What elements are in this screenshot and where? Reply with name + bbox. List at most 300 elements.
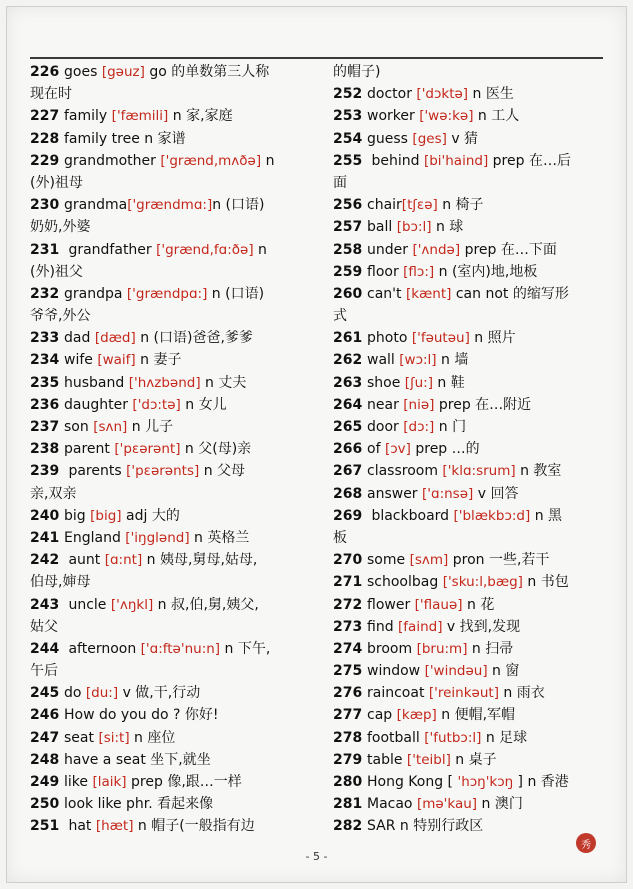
entry-word: shoe	[367, 374, 405, 391]
page-number: - 5 -	[305, 850, 328, 863]
entry-definition: n 儿子	[127, 419, 174, 435]
vocab-line	[30, 616, 316, 638]
vocab-line	[333, 638, 619, 660]
vocab-line	[30, 704, 316, 726]
vocab-line	[333, 194, 619, 216]
entry-word: near	[367, 396, 404, 413]
vocab-line	[333, 349, 619, 371]
top-rule	[30, 57, 603, 59]
vocab-line	[30, 460, 316, 482]
entry-definition: n 雨衣	[498, 685, 545, 702]
entry-phonetic: ['teibl]	[406, 751, 451, 768]
entry-phonetic: [gəuz]	[101, 64, 145, 80]
entry-phonetic: [mə'kau]	[416, 796, 478, 813]
vocab-line	[30, 594, 316, 616]
entry-definition: v 回答	[473, 485, 519, 502]
entry-phonetic: ['grænd,fɑ:ðə]	[156, 241, 254, 258]
entry-definition: 的帽子)	[333, 64, 381, 80]
entry-number: 246	[30, 707, 60, 724]
entry-definition: n 桌子	[450, 751, 497, 768]
entry-phonetic: ['ɑ:nsə]	[422, 485, 474, 502]
entry-number: 234	[30, 352, 60, 369]
entry-definition: n 父母	[199, 463, 246, 480]
entry-number: 235	[30, 374, 60, 391]
entry-phonetic: ['ʌndə]	[412, 241, 461, 258]
right-column	[333, 61, 619, 838]
entry-number: 273	[333, 618, 363, 635]
entry-word: grandma	[64, 197, 128, 214]
entry-phonetic: ['futbɔ:l]	[424, 729, 482, 746]
vocab-line	[333, 305, 619, 327]
entry-number: 257	[333, 219, 363, 236]
vocab-line	[30, 105, 316, 127]
entry-phonetic: [ɑ:nt]	[104, 552, 143, 569]
entry-definition: n	[261, 152, 275, 169]
entry-definition: n 家,家庭	[168, 108, 233, 125]
entry-phonetic: ['dɔktə]	[416, 86, 469, 103]
entry-definition: n	[253, 241, 267, 258]
entry-definition: n 父(母)亲	[180, 441, 252, 458]
vocab-line	[333, 128, 619, 150]
entry-definition: n 下午,	[220, 640, 271, 657]
entry-word: wall	[367, 352, 400, 369]
entry-word: chair	[367, 197, 402, 214]
entry-definition: prep 在…附近	[434, 396, 532, 413]
entry-definition: prep …的	[410, 441, 480, 458]
entry-definition: n 英格兰	[189, 529, 250, 546]
entry-number: 265	[333, 419, 363, 435]
entry-definition: prep 像,跟…一样	[126, 774, 242, 790]
entry-number: 276	[333, 685, 363, 702]
entry-word: raincoat	[367, 685, 429, 702]
entry-word: cap	[367, 707, 397, 724]
vocab-line	[30, 793, 316, 815]
entry-definition: n (口语)	[207, 285, 265, 302]
vocab-line	[30, 239, 316, 261]
entry-number: 272	[333, 596, 363, 613]
entry-word: afternoon	[64, 640, 141, 657]
vocab-line	[30, 61, 316, 83]
entry-phonetic: ['hʌzbənd]	[128, 374, 201, 391]
entry-number: 258	[333, 241, 363, 258]
entry-definition: prep 在…后	[488, 152, 571, 169]
entry-number: 277	[333, 707, 363, 724]
vocab-line	[30, 394, 316, 416]
entry-number: 230	[30, 197, 60, 214]
entry-number: 282	[333, 818, 363, 835]
vocab-line	[30, 505, 316, 527]
entry-phonetic: [sʌn]	[93, 419, 128, 435]
entry-phonetic: ['grænd,mʌðə]	[160, 152, 262, 169]
vocab-line	[30, 749, 316, 771]
entry-number: 236	[30, 396, 60, 413]
vocab-line	[333, 594, 619, 616]
entry-phonetic: [waif]	[97, 352, 136, 369]
entry-number: 264	[333, 396, 363, 413]
entry-phonetic: ['pɛərənt]	[114, 441, 181, 458]
entry-word: classroom	[367, 463, 443, 480]
entry-definition: 坐下,就坐	[150, 751, 211, 768]
entry-definition: v 猜	[446, 130, 479, 147]
entry-definition: n 丈夫	[200, 374, 247, 391]
vocab-line	[30, 527, 316, 549]
vocab-line	[333, 616, 619, 638]
entry-number: 259	[333, 263, 363, 280]
entry-word: SAR n	[367, 818, 414, 835]
vocab-line	[333, 105, 619, 127]
entry-word: England	[64, 529, 126, 546]
vocab-line	[30, 815, 316, 837]
vocab-line	[30, 727, 316, 749]
vocab-line	[333, 749, 619, 771]
entry-definition: n (室内)地,地板	[434, 263, 538, 280]
entry-phonetic: ['fæmili]	[111, 108, 169, 125]
entry-definition: n 门	[434, 419, 467, 435]
entry-word: grandpa	[64, 285, 127, 302]
entry-number: 240	[30, 507, 60, 524]
entry-number: 242	[30, 552, 60, 569]
entry-definition: n 椅子	[437, 197, 484, 214]
vocab-line	[333, 327, 619, 349]
vocab-line	[333, 660, 619, 682]
entry-phonetic: [ɔv]	[384, 441, 411, 458]
entry-definition: 板	[333, 529, 347, 546]
entry-definition: 奶奶,外婆	[30, 219, 91, 236]
entry-word: grandmother	[64, 152, 161, 169]
entry-phonetic: [du:]	[85, 685, 119, 702]
entry-number: 256	[333, 197, 363, 214]
vocab-line	[30, 83, 316, 105]
entry-definition: v 做,干,行动	[118, 685, 201, 702]
entry-definition: pron 一些,若干	[448, 552, 550, 569]
entry-word: window	[367, 663, 425, 680]
entry-phonetic: [kæp]	[396, 707, 437, 724]
vocab-line	[333, 150, 619, 172]
entry-definition: 你好!	[184, 707, 219, 724]
entry-number: 261	[333, 330, 363, 347]
entry-number: 227	[30, 108, 60, 125]
entry-number: 255	[333, 152, 363, 169]
entry-number: 249	[30, 774, 60, 790]
entry-number: 248	[30, 751, 60, 768]
entry-phonetic: [si:t]	[98, 729, 130, 746]
entry-word: broom	[367, 640, 417, 657]
entry-definition: v 找到,发现	[442, 618, 521, 635]
entry-word: Macao	[367, 796, 417, 813]
entry-phonetic: [flɔ:]	[403, 263, 435, 280]
vocab-line	[333, 394, 619, 416]
vocab-line	[30, 216, 316, 238]
seal-stamp: 秀	[576, 833, 596, 853]
vocab-line	[30, 416, 316, 438]
entry-definition: (外)祖父	[30, 263, 83, 280]
entry-definition: 爷爷,外公	[30, 308, 91, 325]
entry-number: 251	[30, 818, 60, 835]
vocab-line	[333, 571, 619, 593]
entry-word: flower	[367, 596, 415, 613]
entry-definition: 姑父	[30, 618, 58, 635]
vocab-line	[333, 239, 619, 261]
entry-phonetic: [sʌm]	[409, 552, 449, 569]
entry-definition: n (口语)	[212, 197, 265, 214]
entry-phonetic: [bru:m]	[416, 640, 468, 657]
vocab-line	[333, 727, 619, 749]
entry-number: 239	[30, 463, 60, 480]
entry-word: football	[367, 729, 425, 746]
entry-definition: 家谱	[157, 130, 186, 147]
vocab-line	[30, 638, 316, 660]
entry-definition: (外)祖母	[30, 174, 83, 191]
vocab-line	[333, 372, 619, 394]
entry-phonetic: ['iŋglənd]	[125, 529, 190, 546]
entry-word: have a seat	[64, 751, 151, 768]
entry-word: family tree n	[64, 130, 158, 147]
vocab-line	[333, 261, 619, 283]
left-column	[30, 61, 316, 838]
entry-word: guess	[367, 130, 413, 147]
entry-definition: n 照片	[469, 330, 516, 347]
entry-word: can't	[367, 285, 406, 302]
entry-phonetic: [kænt]	[405, 285, 452, 302]
vocab-line	[333, 61, 619, 83]
entry-definition: 午后	[30, 663, 58, 680]
entry-word: goes	[64, 64, 102, 80]
entry-definition: n 扫帚	[467, 640, 514, 657]
entry-word: parent	[64, 441, 115, 458]
vocab-line	[30, 327, 316, 349]
entry-definition: n (口语)爸爸,爹爹	[135, 330, 253, 347]
entry-phonetic: ['reinkəut]	[428, 685, 499, 702]
entry-number: 253	[333, 108, 363, 125]
entry-word: behind	[367, 152, 424, 169]
vocab-line	[30, 128, 316, 150]
entry-number: 231	[30, 241, 60, 258]
entry-definition: n 帽子(一般指有边	[133, 818, 255, 835]
entry-number: 228	[30, 130, 60, 147]
entry-word: hat	[64, 818, 96, 835]
entry-number: 270	[333, 552, 363, 569]
entry-word: doctor	[367, 86, 417, 103]
entry-definition: n 窗	[487, 663, 520, 680]
vocab-line	[333, 771, 619, 793]
entry-definition: n 黑	[530, 507, 563, 524]
vocab-line	[30, 549, 316, 571]
entry-word: door	[367, 419, 404, 435]
vocab-line	[333, 704, 619, 726]
entry-definition: n 座位	[129, 729, 176, 746]
vocab-line	[333, 460, 619, 482]
vocab-line	[30, 283, 316, 305]
entry-phonetic: [hæt]	[95, 818, 134, 835]
entry-definition: n 足球	[481, 729, 528, 746]
entry-phonetic: [ges]	[412, 130, 447, 147]
entry-definition: n 花	[462, 596, 495, 613]
entry-definition: n 墙	[436, 352, 469, 369]
entry-phonetic: ['windəu]	[424, 663, 488, 680]
entry-number: 229	[30, 152, 60, 169]
entry-definition: n 鞋	[432, 374, 465, 391]
entry-number: 269	[333, 507, 363, 524]
entry-number: 268	[333, 485, 363, 502]
entry-definition: n 工人	[473, 108, 520, 125]
entry-definition: 现在时	[30, 86, 72, 103]
entry-definition: 特别行政区	[413, 818, 484, 835]
entry-number: 247	[30, 729, 60, 746]
entry-phonetic: ['wə:kə]	[419, 108, 474, 125]
entry-definition: n 姨母,舅母,姑母,	[142, 552, 258, 569]
entry-phonetic: [niə]	[403, 396, 435, 413]
entry-number: 274	[333, 640, 363, 657]
entry-number: 267	[333, 463, 363, 480]
vocab-line	[333, 505, 619, 527]
vocab-line	[30, 372, 316, 394]
entry-definition: 亲,双亲	[30, 485, 77, 502]
vocab-line	[333, 416, 619, 438]
entry-word: find	[367, 618, 399, 635]
entry-word: some	[367, 552, 410, 569]
entry-word: big	[64, 507, 91, 524]
entry-definition: n 医生	[468, 86, 514, 103]
entry-word: wife	[64, 352, 98, 369]
entry-word: family	[64, 108, 112, 125]
vocab-line	[30, 483, 316, 505]
vocab-line	[30, 682, 316, 704]
entry-definition: n 叔,伯,舅,姨父,	[153, 596, 259, 613]
entry-phonetic: [laik]	[92, 774, 127, 790]
vocab-line	[333, 216, 619, 238]
entry-number: 271	[333, 574, 363, 591]
entry-number: 260	[333, 285, 363, 302]
vocab-line	[333, 527, 619, 549]
entry-number: 278	[333, 729, 363, 746]
entry-phonetic: ['ʌŋkl]	[110, 596, 154, 613]
entry-definition: n 澳门	[477, 796, 523, 813]
entry-word: do	[64, 685, 86, 702]
vocab-line	[30, 194, 316, 216]
vocab-line	[30, 349, 316, 371]
entry-number: 243	[30, 596, 60, 613]
entry-number: 266	[333, 441, 363, 458]
vocab-line	[30, 771, 316, 793]
entry-definition: n 妻子	[135, 352, 182, 369]
entry-word: son	[64, 419, 94, 435]
entry-definition: 式	[333, 308, 347, 325]
entry-phonetic: [big]	[90, 507, 122, 524]
entry-definition: 看起来像	[157, 796, 214, 813]
entry-number: 226	[30, 64, 60, 80]
entry-number: 245	[30, 685, 60, 702]
entry-phonetic: ['dɔ:tə]	[132, 396, 181, 413]
entry-phonetic: ['pɛərənts]	[126, 463, 200, 480]
entry-number: 232	[30, 285, 60, 302]
entry-word: aunt	[64, 552, 105, 569]
entry-definition: n 书包	[522, 574, 569, 591]
entry-phonetic: [ʃu:]	[404, 374, 433, 391]
vocab-line	[30, 261, 316, 283]
vocab-line	[333, 793, 619, 815]
entry-number: 237	[30, 419, 60, 435]
entry-phonetic: ['grændmɑ:]	[127, 197, 213, 214]
vocab-line	[30, 150, 316, 172]
entry-definition: adj 大的	[121, 507, 180, 524]
entry-phonetic: ['klɑ:srum]	[442, 463, 516, 480]
entry-word: ball	[367, 219, 397, 236]
entry-phonetic: [dæd]	[94, 330, 136, 347]
entry-definition: n 球	[431, 219, 464, 236]
entry-word: look like phr.	[64, 796, 158, 813]
entry-word: seat	[64, 729, 99, 746]
entry-phonetic: [faind]	[398, 618, 443, 635]
entry-word: table	[367, 751, 407, 768]
entry-word: floor	[367, 263, 404, 280]
entry-phonetic: ['grændpɑ:]	[126, 285, 208, 302]
vocab-line	[30, 660, 316, 682]
entry-word: uncle	[64, 596, 111, 613]
entry-word: photo	[367, 330, 412, 347]
vocab-line	[30, 305, 316, 327]
entry-word: How do you do ?	[64, 707, 185, 724]
entry-word: schoolbag	[367, 574, 443, 591]
entry-phonetic: ['blækbɔ:d]	[453, 507, 531, 524]
vocab-line	[333, 549, 619, 571]
entry-number: 254	[333, 130, 363, 147]
entry-word: blackboard	[367, 507, 454, 524]
vocab-line	[30, 172, 316, 194]
entry-word: husband	[64, 374, 129, 391]
entry-word: Hong Kong [	[367, 774, 458, 790]
entry-number: 262	[333, 352, 363, 369]
vocab-line	[30, 438, 316, 460]
entry-number: 252	[333, 86, 363, 103]
entry-number: 281	[333, 796, 363, 813]
entry-word: dad	[64, 330, 95, 347]
entry-definition: can not 的缩写形	[451, 285, 569, 302]
entry-definition: n 女儿	[180, 396, 227, 413]
entry-number: 244	[30, 640, 60, 657]
vocab-line	[333, 483, 619, 505]
entry-definition: ] n 香港	[517, 774, 569, 790]
vocab-line	[333, 438, 619, 460]
vocab-line	[333, 283, 619, 305]
entry-number: 233	[30, 330, 60, 347]
entry-number: 250	[30, 796, 60, 813]
entry-phonetic: ['fəutəu]	[411, 330, 470, 347]
entry-number: 280	[333, 774, 363, 790]
vocab-line	[333, 172, 619, 194]
entry-phonetic: [dɔ:]	[403, 419, 435, 435]
entry-number: 241	[30, 529, 60, 546]
entry-number: 238	[30, 441, 60, 458]
entry-number: 275	[333, 663, 363, 680]
entry-definition: n 教室	[515, 463, 562, 480]
entry-definition: 伯母,婶母	[30, 574, 91, 591]
entry-phonetic: 'hɔŋ'kɔŋ	[457, 774, 518, 790]
entry-phonetic: ['flauə]	[414, 596, 463, 613]
entry-word: of	[367, 441, 385, 458]
entry-word: daughter	[64, 396, 133, 413]
entry-definition: prep 在…下面	[460, 241, 557, 258]
entry-phonetic: [bi'haind]	[423, 152, 489, 169]
entry-word: grandfather	[64, 241, 157, 258]
entry-definition: go 的单数第三人称	[144, 64, 270, 80]
entry-phonetic: ['ɑ:ftə'nu:n]	[140, 640, 221, 657]
entry-phonetic: ['sku:l,bæg]	[442, 574, 523, 591]
entry-word: worker	[367, 108, 420, 125]
entry-word: like	[64, 774, 93, 790]
entry-number: 279	[333, 751, 363, 768]
vocab-line	[333, 83, 619, 105]
entry-phonetic: [bɔ:l]	[396, 219, 432, 236]
